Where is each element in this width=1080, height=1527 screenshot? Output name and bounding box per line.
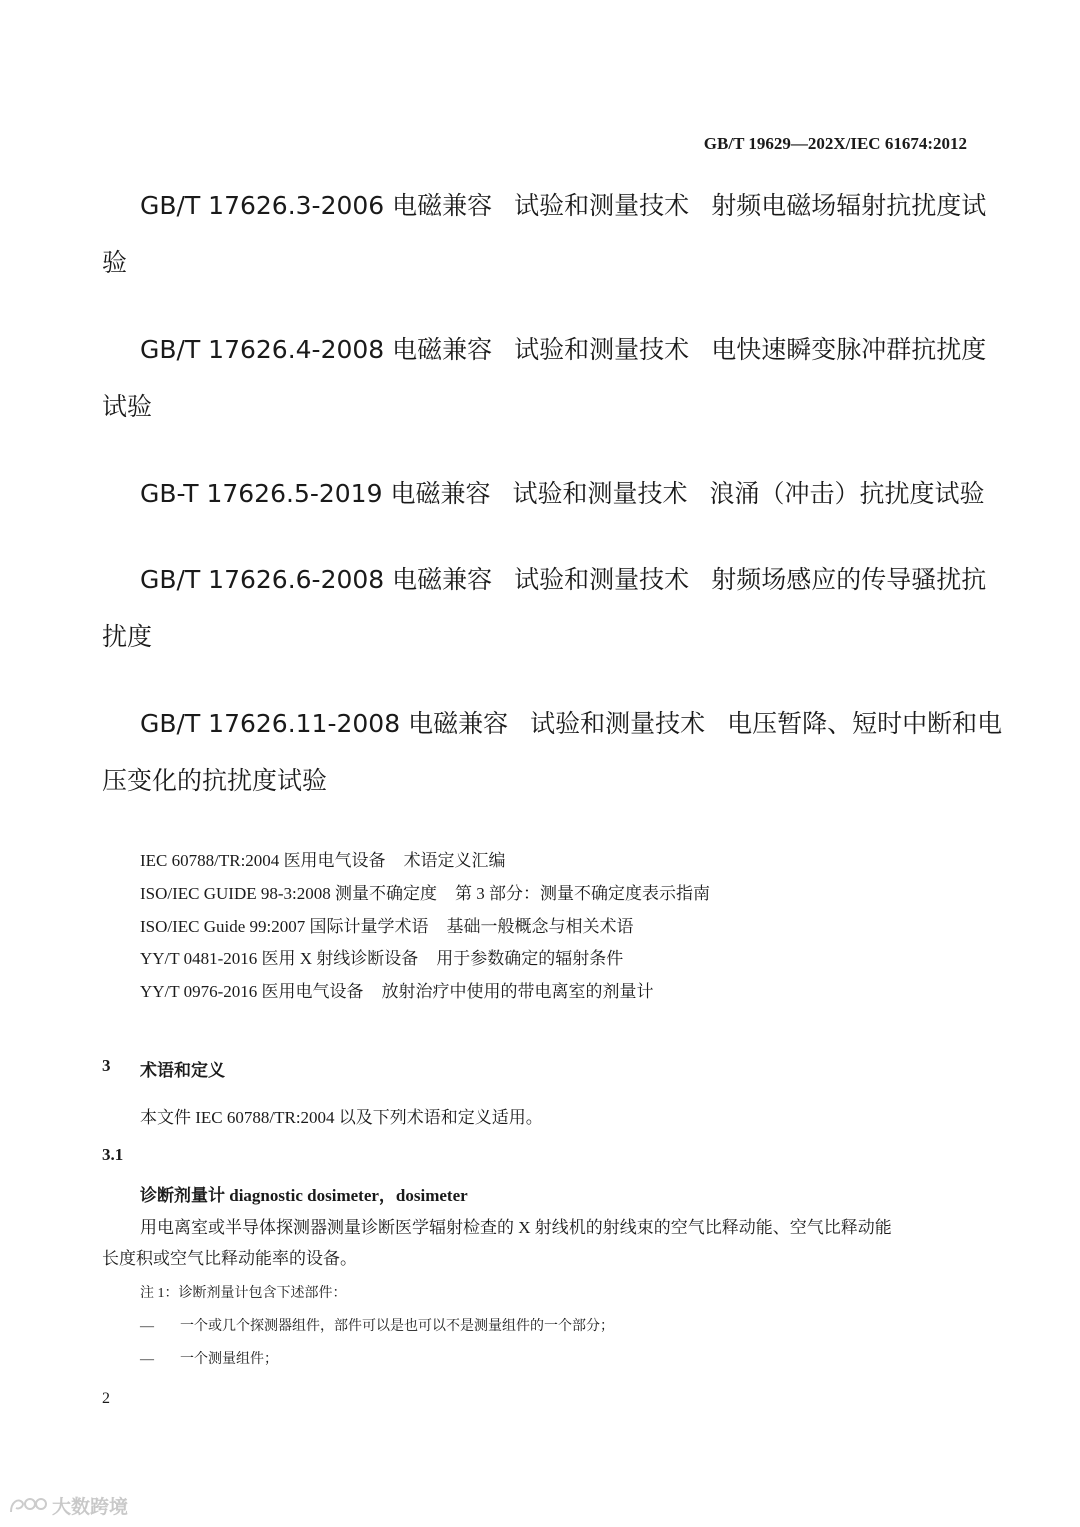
section-intro: 本文件 IEC 60788/TR:2004 以及下列术语和定义适用。 xyxy=(140,1108,543,1127)
title-part: 试验和测量技术 xyxy=(514,335,690,364)
title-part: 医用电气设备 xyxy=(283,851,386,870)
definition-text: 用电离室或半导体探测器测量诊断医学辐射检查的 X 射线机的射线束的空气比释动能、空气比释动能 xyxy=(140,1218,892,1237)
standard-code: ISO/IEC Guide 99:2007 xyxy=(140,917,306,936)
title-part: 医用电气设备 xyxy=(261,982,364,1001)
standard-code: GB/T 17626.4-2008 xyxy=(140,335,385,364)
title-part: 医用 X 射线诊断设备 xyxy=(261,949,419,968)
reference-entry xyxy=(102,177,987,291)
title-part: 电磁兼容 xyxy=(408,709,509,738)
title-part: 用于参数确定的辐射条件 xyxy=(436,949,624,968)
title-part: 电压暂降、短时中断和电 xyxy=(727,709,1003,738)
list-item-text: 一个或几个探测器组件，部件可以是也可以不是测量组件的一个部分； xyxy=(180,1319,614,1334)
subsection-number: 3.1 xyxy=(102,1145,124,1164)
title-continuation: 试验 xyxy=(102,392,153,421)
title-part: 电快速瞬变脉冲群抗扰度 xyxy=(711,335,987,364)
title-continuation: 扰度 xyxy=(102,622,153,651)
title-part: 电磁兼容 xyxy=(392,191,493,220)
title-part: 试验和测量技术 xyxy=(512,479,688,508)
reference-entry xyxy=(140,977,654,1002)
title-part: 试验和测量技术 xyxy=(530,709,706,738)
list-item xyxy=(140,1315,614,1335)
standard-code: ISO/IEC GUIDE 98-3:2008 xyxy=(140,884,331,903)
document-code-header: GB/T 19629—202X/IEC 61674:2012 xyxy=(703,134,967,153)
standard-code: GB/T 17626.11-2008 xyxy=(140,709,401,738)
title-part: 射频电磁场辐射抗扰度试 xyxy=(711,191,987,220)
reference-entry xyxy=(140,944,623,969)
title-part: 浪涌（冲击）抗扰度试验 xyxy=(709,479,985,508)
list-item-text: 一个测量组件； xyxy=(180,1352,278,1367)
standard-code: GB/T 17626.6-2008 xyxy=(140,565,385,594)
title-part: 射频场感应的传导骚扰抗 xyxy=(711,565,987,594)
title-part: 试验和测量技术 xyxy=(514,565,690,594)
page-number: 2 xyxy=(102,1390,110,1407)
title-continuation: 压变化的抗扰度试验 xyxy=(102,766,328,795)
reference-entry xyxy=(140,879,710,904)
title-part: 国际计量学术语 xyxy=(309,917,429,936)
standard-code: GB/T 17626.3-2006 xyxy=(140,191,385,220)
title-part: 术语定义汇编 xyxy=(403,851,506,870)
watermark-text: 大数跨境 xyxy=(52,1496,129,1518)
standard-code: YY/T 0976-2016 xyxy=(140,982,258,1001)
standard-code: IEC 60788/TR:2004 xyxy=(140,851,280,870)
term-heading: 诊断剂量计 diagnostic dosimeter，dosimeter xyxy=(140,1186,468,1205)
watermark xyxy=(8,1492,128,1521)
title-part: 电磁兼容 xyxy=(390,479,491,508)
standard-code: YY/T 0481-2016 xyxy=(140,949,258,968)
title-part: 电磁兼容 xyxy=(392,335,493,364)
watermark-logo-icon xyxy=(8,1494,48,1521)
section-number: 3 xyxy=(102,1056,111,1075)
title-part: 基础一般概念与相关术语 xyxy=(446,917,634,936)
section-title: 术语和定义 xyxy=(140,1061,225,1080)
title-part: 测量不确定度 xyxy=(335,884,438,903)
title-part: 放射治疗中使用的带电离室的剂量计 xyxy=(381,982,654,1001)
definition-text: 长度积或空气比释动能率的设备。 xyxy=(102,1249,357,1268)
dash-marker: — xyxy=(140,1352,154,1367)
reference-entry xyxy=(140,912,634,937)
title-part: 试验和测量技术 xyxy=(514,191,690,220)
reference-entry xyxy=(102,551,987,665)
note-text: 注 1：诊断剂量计包含下述部件： xyxy=(140,1286,347,1301)
standard-code: GB-T 17626.5-2019 xyxy=(140,479,383,508)
reference-entry xyxy=(102,465,985,522)
dash-marker: — xyxy=(140,1319,154,1334)
title-part: 电磁兼容 xyxy=(392,565,493,594)
reference-entry xyxy=(140,846,506,871)
title-continuation: 验 xyxy=(102,248,128,277)
reference-entry xyxy=(102,695,1003,809)
list-item xyxy=(140,1348,278,1368)
title-part: 第 3 部分：测量不确定度表示指南 xyxy=(455,884,711,903)
reference-entry xyxy=(102,321,987,435)
